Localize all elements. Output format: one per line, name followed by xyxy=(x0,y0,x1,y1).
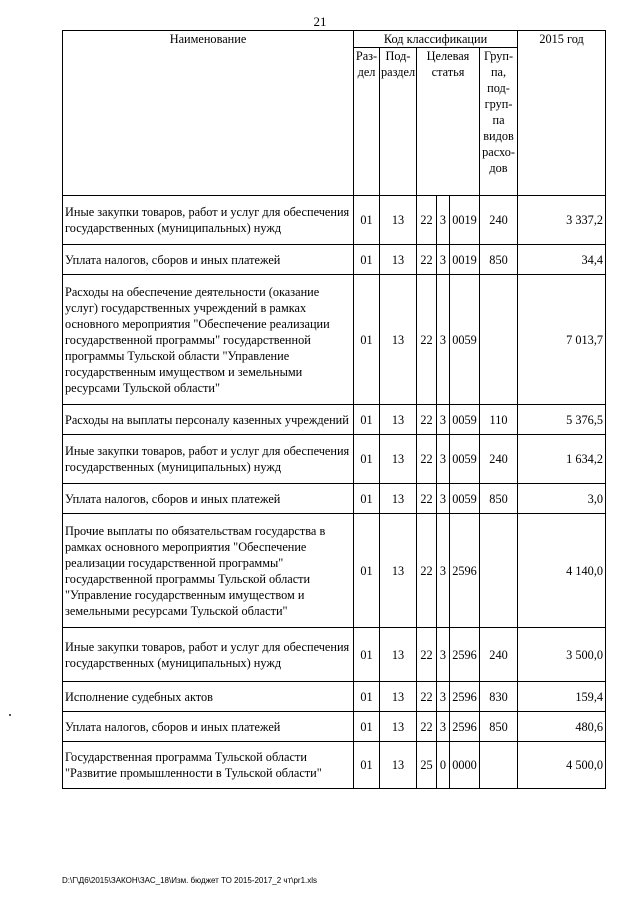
row-section: 01 xyxy=(354,742,380,789)
row-subsection: 13 xyxy=(380,196,417,245)
row-section: 01 xyxy=(354,682,380,712)
row-subsection: 13 xyxy=(380,435,417,484)
row-target-code: 2596 xyxy=(450,682,480,712)
row-expense-group xyxy=(480,275,518,405)
table-row xyxy=(63,682,606,712)
row-amount: 7 013,7 xyxy=(518,275,606,405)
row-section: 01 xyxy=(354,628,380,682)
row-target-code: 2596 xyxy=(450,628,480,682)
row-expense-group xyxy=(480,742,518,789)
row-subsection: 13 xyxy=(380,712,417,742)
row-expense-group: 240 xyxy=(480,628,518,682)
row-expense-group: 240 xyxy=(480,435,518,484)
table-row xyxy=(63,514,606,628)
row-target-program: 22 xyxy=(417,514,437,628)
row-amount: 3,0 xyxy=(518,484,606,514)
table-row xyxy=(63,196,606,245)
row-target-subprogram: 3 xyxy=(437,435,450,484)
row-target-subprogram: 3 xyxy=(437,628,450,682)
row-subsection: 13 xyxy=(380,484,417,514)
row-name: Уплата налогов, сборов и иных платежей xyxy=(63,484,354,514)
header-year: 2015 год xyxy=(518,31,606,196)
row-expense-group: 850 xyxy=(480,245,518,275)
table-row xyxy=(63,712,606,742)
row-target-code: 2596 xyxy=(450,712,480,742)
table-row xyxy=(63,245,606,275)
row-subsection: 13 xyxy=(380,405,417,435)
row-name: Исполнение судебных актов xyxy=(63,682,354,712)
row-expense-group: 850 xyxy=(480,484,518,514)
header-name: Наименование xyxy=(63,31,354,196)
row-name: Иные закупки товаров, работ и услуг для обеспечения государственных (муниципальных) нужд xyxy=(63,628,354,682)
row-amount: 3 337,2 xyxy=(518,196,606,245)
row-target-program: 22 xyxy=(417,682,437,712)
row-target-program: 25 xyxy=(417,742,437,789)
row-expense-group: 240 xyxy=(480,196,518,245)
row-section: 01 xyxy=(354,712,380,742)
row-subsection: 13 xyxy=(380,514,417,628)
row-amount: 3 500,0 xyxy=(518,628,606,682)
row-target-code: 0019 xyxy=(450,196,480,245)
row-target-subprogram: 3 xyxy=(437,275,450,405)
header-expense-group: Груп-па, под-груп-па видов расхо-дов xyxy=(480,48,518,196)
row-name: Государственная программа Тульской области "Развитие промышленности в Тульской области" xyxy=(63,742,354,789)
row-amount: 480,6 xyxy=(518,712,606,742)
row-name: Расходы на выплаты персоналу казенных учреждений xyxy=(63,405,354,435)
row-name: Прочие выплаты по обязательствам государства в рамках основного мероприятия "Обеспечение реализации государственной программы" государственной программы Тульской области "Управление государственным имуществом и земельными ресурсами Тульской области" xyxy=(63,514,354,628)
row-subsection: 13 xyxy=(380,628,417,682)
header-code-group: Код классификации xyxy=(354,31,518,48)
row-target-code: 0000 xyxy=(450,742,480,789)
table-row xyxy=(63,435,606,484)
footer-file-path: D:\Г\Д6\2015\ЗАКОН\ЗАС_18\Изм. бюджет ТО 2015-2017_2 чт\pr1.xls xyxy=(62,876,318,885)
table-row xyxy=(63,628,606,682)
header-target-article: Целевая статья xyxy=(417,48,480,196)
row-target-program: 22 xyxy=(417,196,437,245)
row-target-subprogram: 3 xyxy=(437,712,450,742)
row-expense-group: 850 xyxy=(480,712,518,742)
table-row xyxy=(63,484,606,514)
scan-speck xyxy=(9,714,11,716)
row-subsection: 13 xyxy=(380,245,417,275)
row-section: 01 xyxy=(354,514,380,628)
row-target-program: 22 xyxy=(417,405,437,435)
row-amount: 159,4 xyxy=(518,682,606,712)
row-target-program: 22 xyxy=(417,275,437,405)
page-number: 21 xyxy=(313,14,327,29)
row-target-code: 2596 xyxy=(450,514,480,628)
row-target-subprogram: 3 xyxy=(437,682,450,712)
table-row xyxy=(63,275,606,405)
row-section: 01 xyxy=(354,196,380,245)
row-target-program: 22 xyxy=(417,435,437,484)
row-name: Уплата налогов, сборов и иных платежей xyxy=(63,245,354,275)
table-row xyxy=(63,405,606,435)
row-expense-group: 110 xyxy=(480,405,518,435)
row-target-program: 22 xyxy=(417,628,437,682)
table-row xyxy=(63,742,606,789)
row-target-subprogram: 3 xyxy=(437,514,450,628)
row-subsection: 13 xyxy=(380,682,417,712)
row-amount: 1 634,2 xyxy=(518,435,606,484)
row-name: Расходы на обеспечение деятельности (оказание услуг) государственных учреждений в рамках основного мероприятия "Обеспечение реализации государственной программы" государственной программы Тульской области "Управление государственным имуществом и земельными ресурсами Тульской области" xyxy=(63,275,354,405)
row-section: 01 xyxy=(354,484,380,514)
row-target-program: 22 xyxy=(417,245,437,275)
budget-table xyxy=(62,30,606,789)
row-target-code: 0059 xyxy=(450,435,480,484)
row-target-subprogram: 3 xyxy=(437,405,450,435)
row-expense-group: 830 xyxy=(480,682,518,712)
row-target-subprogram: 3 xyxy=(437,484,450,514)
row-expense-group xyxy=(480,514,518,628)
row-section: 01 xyxy=(354,435,380,484)
row-subsection: 13 xyxy=(380,742,417,789)
row-amount: 34,4 xyxy=(518,245,606,275)
row-name: Иные закупки товаров, работ и услуг для обеспечения государственных (муниципальных) нужд xyxy=(63,196,354,245)
row-subsection: 13 xyxy=(380,275,417,405)
row-amount: 4 500,0 xyxy=(518,742,606,789)
row-name: Иные закупки товаров, работ и услуг для обеспечения государственных (муниципальных) нужд xyxy=(63,435,354,484)
row-target-program: 22 xyxy=(417,712,437,742)
row-target-code: 0059 xyxy=(450,275,480,405)
row-section: 01 xyxy=(354,245,380,275)
row-target-code: 0059 xyxy=(450,484,480,514)
row-target-subprogram: 3 xyxy=(437,245,450,275)
row-section: 01 xyxy=(354,405,380,435)
row-target-code: 0059 xyxy=(450,405,480,435)
row-amount: 4 140,0 xyxy=(518,514,606,628)
header-section: Раз-дел xyxy=(354,48,380,196)
row-target-program: 22 xyxy=(417,484,437,514)
row-name: Уплата налогов, сборов и иных платежей xyxy=(63,712,354,742)
row-target-subprogram: 3 xyxy=(437,196,450,245)
row-target-subprogram: 0 xyxy=(437,742,450,789)
row-section: 01 xyxy=(354,275,380,405)
header-subsection: Под-раздел xyxy=(380,48,417,196)
row-amount: 5 376,5 xyxy=(518,405,606,435)
row-target-code: 0019 xyxy=(450,245,480,275)
